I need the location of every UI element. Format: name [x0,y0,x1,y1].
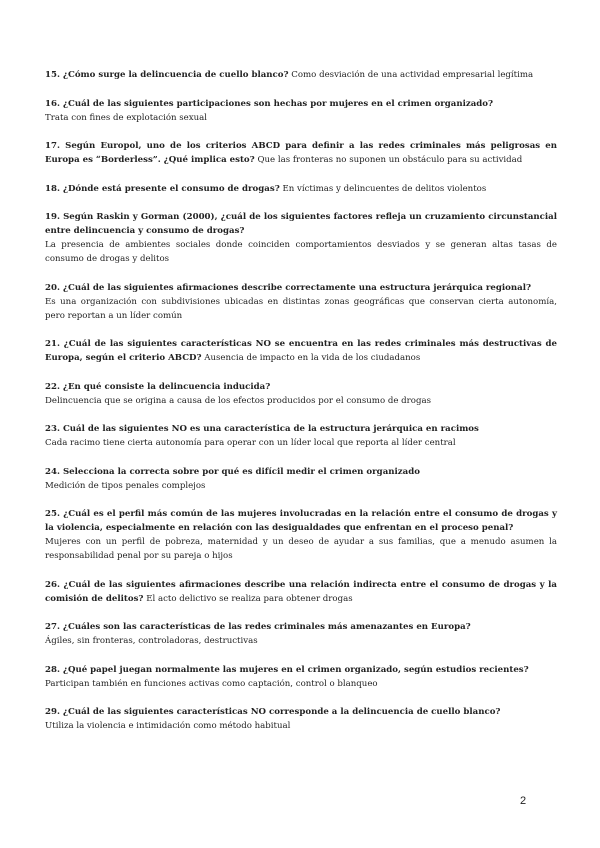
question-text: 29. ¿Cuál de las siguientes características NO corresponde a la delincuencia de cuello blanco? [45,707,501,717]
qa-item-20 [45,281,557,323]
qa-item-24 [45,465,557,493]
qa-item-29 [45,705,557,733]
qa-item-17 [45,139,557,167]
answer-text: Como desviación de una actividad empresarial legítima [291,70,534,80]
answer-text: Mujeres con un perfil de pobreza, maternidad y un deseo de ayudar a sus familias, que a menudo asumen la responsabilidad penal por su pareja o hijos [45,537,557,561]
question-text: 17. Según Europol, uno de los criterios ABCD para definir a las redes criminales más peligrosas en Europa es “Borderless”. ¿Qué implica esto? [45,141,557,165]
answer-text: Delincuencia que se origina a causa de los efectos producidos por el consumo de drogas [45,395,431,406]
qa-item-15 [45,68,557,82]
answer-text: Cada racimo tiene cierta autonomía para operar con un líder local que reporta al líder central [45,438,456,448]
qa-item-21 [45,337,557,365]
question-text: 15. ¿Cómo surge la delincuencia de cuello blanco? [45,70,289,80]
page-number: 2 [520,795,527,807]
answer-text: Ágiles, sin fronteras, controladoras, destructivas [45,636,258,646]
answer-text: Ausencia de impacto en la vida de los ciudadanos [204,353,421,363]
qa-item-19 [45,210,557,266]
answer-text: Medición de tipos penales complejos [45,480,206,491]
question-text: 27. ¿Cuáles son las características de las redes criminales más amenazantes en Europa? [45,622,471,632]
answer-text: El acto delictivo se realiza para obtener drogas [146,593,353,604]
answer-text: Participan también en funciones activas como captación, control o blanqueo [45,678,378,689]
question-text: 19. Según Raskin y Gorman (2000), ¿cuál de los siguientes factores refleja un cruzamiento circunstancial entre delincuencia y consumo de drogas? [45,212,557,236]
answer-text: Es una organización con subdivisiones ubicadas en distintas zonas geográficas que conservan cierta autonomía, pero reportan a un líder común [45,296,557,321]
question-text: 23. Cuál de las siguientes NO es una característica de la estructura jerárquica en racimos [45,424,479,434]
qa-item-25 [45,507,557,563]
question-text: 28. ¿Qué papel juegan normalmente las mujeres en el crimen organizado, según estudios recientes? [45,664,529,675]
question-text: 24. Selecciona la correcta sobre por qué es difícil medir el crimen organizado [45,466,420,477]
qa-item-16 [45,97,557,125]
answer-text: Utiliza la violencia e intimidación como método habitual [45,721,291,731]
qa-item-28 [45,663,557,691]
qa-item-22 [45,380,557,408]
question-text: 20. ¿Cuál de las siguientes afirmaciones describe correctamente una estructura jerárquica regional? [45,282,531,293]
question-text: 22. ¿En qué consiste la delincuencia inducida? [45,381,271,392]
question-text: 21. ¿Cuál de las siguientes características NO se encuentra en las redes criminales más destructivas de Europa, según el criterio ABCD? [45,339,557,363]
answer-text: Que las fronteras no suponen un obstáculo para su actividad [257,155,523,165]
answer-text: La presencia de ambientes sociales donde coinciden comportamientos desviados y se generan altas tasas de consumo de drogas y delitos [45,240,557,264]
question-text: 26. ¿Cuál de las siguientes afirmaciones describe una relación indirecta entre el consumo de drogas y la comisión de delitos? [45,579,557,604]
question-text: 16. ¿Cuál de las siguientes participaciones son hechas por mujeres en el crimen organizado? [45,98,494,109]
answer-text: En víctimas y delincuentes de delitos violentos [282,183,487,194]
qa-item-18 [45,182,557,196]
question-text: 25. ¿Cuál es el perfil más común de las mujeres involucradas en la relación entre el consumo de drogas y la violencia, especialmente en relación con las desigualdades que enfrentan en el proceso penal? [45,509,557,533]
qa-item-27 [45,620,557,648]
question-list [45,68,557,748]
qa-item-23 [45,422,557,450]
answer-text: Trata con fines de explotación sexual [45,112,208,123]
question-text: 18. ¿Dónde está presente el consumo de drogas? [45,183,280,194]
qa-item-26 [45,578,557,606]
